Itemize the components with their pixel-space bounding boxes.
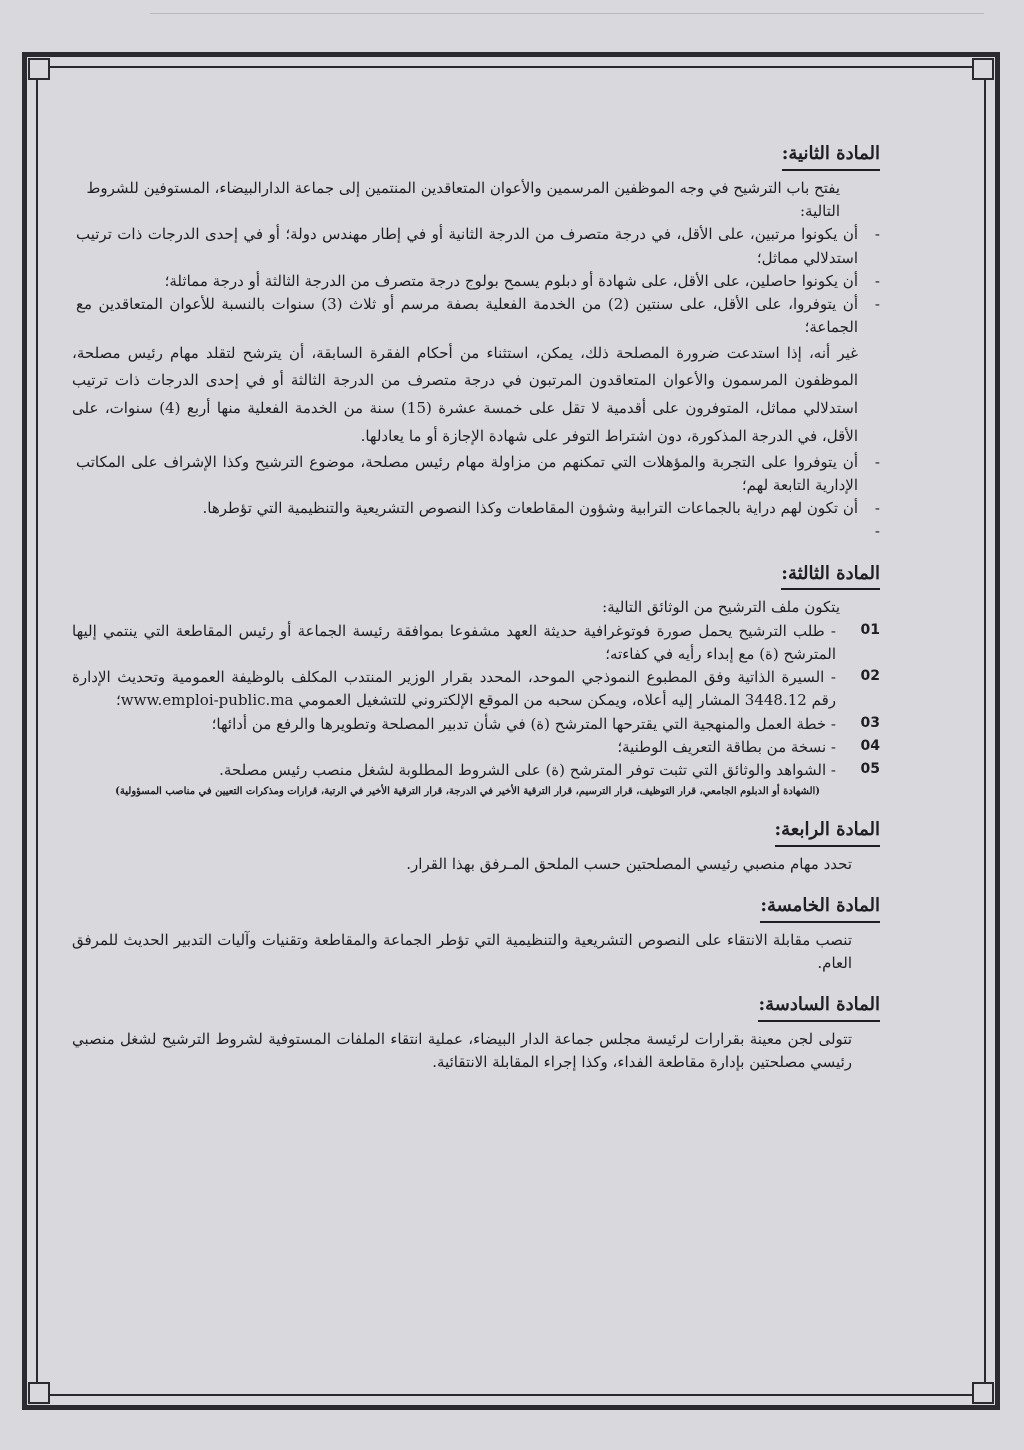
item-text: نسخة من بطاقة التعريف الوطنية؛	[617, 737, 827, 756]
frame-corner-ornament	[972, 1382, 994, 1404]
condition-item: - أن تكون لهم دراية بالجماعات الترابية وشؤون المقاطعات وكذا النصوص التشريعية والتنظيمية التي تؤطرها.	[72, 497, 880, 520]
item-text: الشواهد والوثائق التي تثبت توفر المترشح (ة) على الشروط المطلوبة لشغل منصب رئيس مصلحة.	[219, 761, 827, 780]
list-item: 03 - خطة العمل والمنهجية التي يقترحها المترشح (ة) في شأن تدبير المصلحة وتطويرها والرفع من أدائها؛	[211, 714, 880, 733]
condition-item: - أن يكونوا مرتبين، على الأقل، في درجة متصرف من الدرجة الثانية أو في إطار مهندس دولة؛ أو في إحدى الدرجات ذات ترتيب استدلالي مماثل؛	[72, 223, 880, 270]
article-2-intro: يفتح باب الترشيح في وجه الموظفين المرسمين والأعوان المتعاقدين المنتمين إلى جماعة الدارالبيضاء، المستوفين للشروط التالية:	[86, 178, 840, 221]
condition-item: - أن يكونوا حاصلين، على الأقل، على شهادة أو دبلوم يسمح بولوج درجة متصرف من الدرجة الثالثة أو درجة مماثلة؛	[72, 270, 880, 293]
condition-item-empty	[72, 520, 880, 543]
article-6	[72, 991, 880, 1074]
item-number: 02	[860, 668, 880, 685]
frame-corner-ornament	[972, 58, 994, 80]
article-3	[72, 560, 880, 800]
item-number: 01	[860, 621, 880, 638]
frame-corner-ornament	[28, 1382, 50, 1404]
item-number: 03	[860, 714, 880, 731]
article-3-heading: المادة الثالثة:	[781, 560, 880, 591]
article-2	[72, 140, 880, 544]
article-2-heading: المادة الثانية:	[782, 140, 880, 171]
article-5	[72, 892, 880, 975]
condition-item: - أن يتوفروا، على الأقل، على سنتين (2) من الخدمة الفعلية بصفة مرسم أو ثلاث (3) سنوات بالنسبة للأعوان المتعاقدين مع الجماعة؛	[72, 293, 880, 340]
item-text: طلب الترشيح يحمل صورة فوتوغرافية حديثة العهد مشفوعا بموافقة رئيسة الجماعة أو رئيس المقاطعة التي ينتمي إليها المترشح (ة) مع إبداء رأيه في كفاءته؛	[72, 621, 836, 663]
article-2-conditions-continued	[72, 451, 880, 544]
article-5-heading: المادة الخامسة:	[760, 892, 880, 923]
article-2-conditions	[72, 223, 880, 339]
document-body	[72, 140, 880, 1090]
documents-note: (الشهادة أو الدبلوم الجامعي، قرار التوظيف، قرار الترسيم، قرار الترقية الأخير في الدرجة، قرار الترقية الأخير في الرتبة، قرارات ومذكرات التعيين في مناصب المسؤولية)	[115, 786, 820, 798]
condition-exception-paragraph: غير أنه، إذا استدعت ضرورة المصلحة ذلك، يمكن، استثناء من أحكام الفقرة السابقة، أن يترشح لتقلد مهام رئيس مصلحة، الموظفون المرسمون والأعوان المتعاقدون المرتبون في درجة متصرف من الدرجة الثالثة أو في إحدى الدرجات ذات ترتيب استدلالي مماثل، المتوفرون على أقدمية لا تقل على خمسة عشرة (15) سنة من الخدمة الفعلية منها أربع (4) سنوات، على الأقل، في الدرجة المذكورة، دون اشتراط التوفر على شهادة الإجازة أو ما يعادلها.	[72, 343, 858, 445]
article-3-intro: يتكون ملف الترشيح من الوثائق التالية:	[602, 598, 840, 617]
item-text: خطة العمل والمنهجية التي يقترحها المترشح (ة) في شأن تدبير المصلحة وتطويرها والرفع من أدائها؛	[211, 714, 827, 733]
article-6-heading: المادة السادسة:	[758, 991, 880, 1022]
list-item: 02 - السيرة الذاتية وفق المطبوع النموذجي الموحد، المحدد بقرار الوزير المنتدب المكلف بالوظيفة العمومية وتحديث الإدارة رقم 3448.12 المشار إليه أعلاه، ويمكن سحبه من الموقع الإلكتروني للتشغيل العمومي www.emploi-public.ma؛	[72, 668, 880, 710]
top-edge-line	[150, 13, 984, 14]
list-item: 04 - نسخة من بطاقة التعريف الوطنية؛	[617, 737, 880, 756]
item-number: 05	[860, 761, 880, 778]
item-number: 04	[860, 737, 880, 754]
list-item: 05 - الشواهد والوثائق التي تثبت توفر المترشح (ة) على الشروط المطلوبة لشغل منصب رئيس مصلحة.	[219, 761, 880, 780]
article-6-text: تتولى لجن معينة بقرارات لرئيسة مجلس جماعة الدار البيضاء، عملية انتقاء الملفات المستوفية لشروط الترشيح لشغل منصبي رئيسي مصلحتين بإدارة مقاطعة الفداء، وكذا إجراء المقابلة الانتقائية.	[72, 1029, 852, 1072]
article-4-heading: المادة الرابعة:	[775, 816, 881, 847]
list-item: 01 - طلب الترشيح يحمل صورة فوتوغرافية حديثة العهد مشفوعا بموافقة رئيسة الجماعة أو رئيس المقاطعة التي ينتمي إليها المترشح (ة) مع إبداء رأيه في كفاءته؛	[72, 621, 880, 663]
frame-corner-ornament	[28, 58, 50, 80]
item-text: السيرة الذاتية وفق المطبوع النموذجي الموحد، المحدد بقرار الوزير المنتدب المكلف بالوظيفة العمومية وتحديث الإدارة رقم 3448.12 المشار إليه أعلاه، ويمكن سحبه من الموقع الإلكتروني للتشغيل العمومي www.emploi-public.ma؛	[72, 668, 836, 710]
application-documents-list	[72, 620, 880, 783]
article-4-text: تحدد مهام منصبي رئيسي المصلحتين حسب الملحق المـرفق بهذا القرار.	[406, 854, 852, 873]
article-4	[72, 816, 880, 876]
condition-item: - أن يتوفروا على التجربة والمؤهلات التي تمكنهم من مزاولة مهام رئيس مصلحة، موضوع الترشيح وكذا الإشراف على المكاتب الإدارية التابعة لهم؛	[72, 451, 880, 498]
article-5-text: تنصب مقابلة الانتقاء على النصوص التشريعية والتنظيمية التي تؤطر الجماعة والمقاطعة وتقنيات وآليات التدبير الحديث للمرفق العام.	[72, 930, 852, 972]
